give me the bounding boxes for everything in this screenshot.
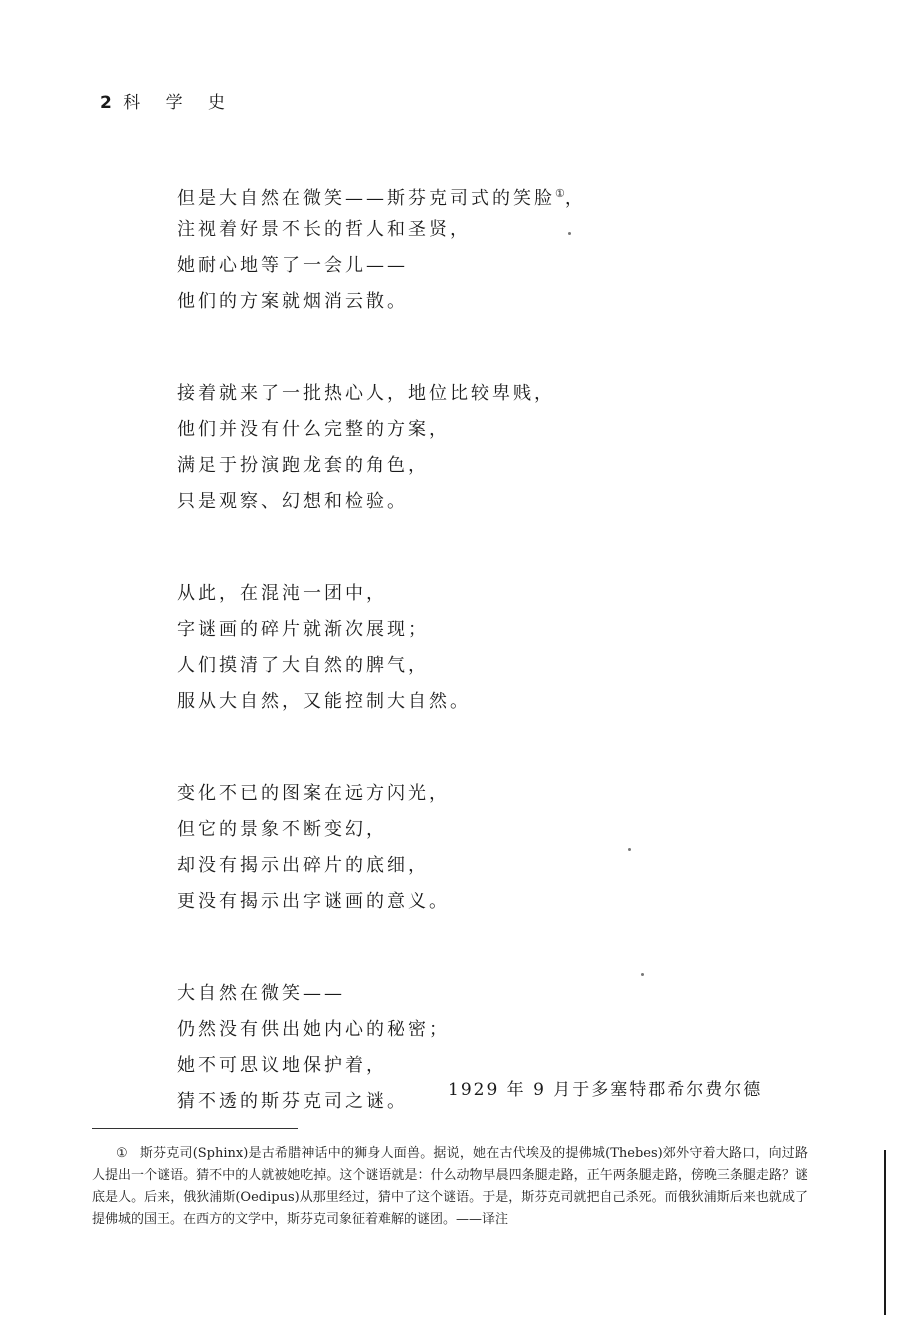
date-place-signature: 1929 年 9 月于多塞特郡希尔费尔德	[448, 1080, 763, 1100]
poem-line: 更没有揭示出字谜画的意义。	[177, 891, 450, 912]
footnote-reference: ①	[555, 187, 565, 200]
poem-line: 他们的方案就烟消云散。	[177, 291, 408, 312]
poem-line: 变化不已的图案在远方闪光，	[177, 783, 450, 804]
poem-line: 她不可思议地保护着，	[177, 1055, 387, 1076]
stanza-1	[177, 176, 777, 320]
running-title: 科 学 史	[123, 93, 236, 113]
poem	[177, 176, 777, 1176]
poem-line-punctuation: ，	[564, 188, 586, 209]
scan-margin-line	[884, 1150, 886, 1315]
poem-line	[177, 176, 777, 212]
poem-line: 服从大自然，又能控制大自然。	[177, 691, 471, 712]
page-number: 2	[100, 93, 112, 113]
scan-speck	[568, 232, 571, 235]
running-header	[100, 88, 235, 113]
footnote	[92, 1143, 808, 1231]
poem-line: 他们并没有什么完整的方案，	[177, 419, 450, 440]
poem-line: 却没有揭示出碎片的底细，	[177, 855, 429, 876]
poem-line: 但它的景象不断变幻，	[177, 819, 387, 840]
poem-line: 接着就来了一批热心人，地位比较卑贱，	[177, 383, 555, 404]
poem-line: 满足于扮演跑龙套的角色，	[177, 455, 429, 476]
poem-line: 字谜画的碎片就渐次展现；	[177, 619, 429, 640]
poem-line: 注视着好景不长的哲人和圣贤，	[177, 219, 471, 240]
scan-speck	[628, 848, 631, 851]
poem-line: 仍然没有供出她内心的秘密；	[177, 1019, 450, 1040]
poem-line: 猜不透的斯芬克司之谜。	[177, 1091, 408, 1112]
stanza-3	[177, 576, 777, 720]
footnote-marker: ①	[116, 1146, 128, 1161]
footnote-divider	[92, 1128, 298, 1129]
poem-line-text: 但是大自然在微笑——斯芬克司式的笑脸	[177, 188, 555, 209]
scan-speck	[641, 973, 644, 976]
poem-line: 人们摸清了大自然的脾气，	[177, 655, 429, 676]
poem-line: 大自然在微笑——	[177, 983, 345, 1004]
poem-line: 只是观察、幻想和检验。	[177, 491, 408, 512]
poem-line: 她耐心地等了一会儿——	[177, 255, 408, 276]
stanza-4	[177, 776, 777, 920]
poem-line: 从此，在混沌一团中，	[177, 583, 387, 604]
stanza-2	[177, 376, 777, 520]
footnote-text: 斯芬克司(Sphinx)是古希腊神话中的狮身人面兽。据说，她在古代埃及的提佛城(Thebes)郊外守着大路口，向过路人提出一个谜语。猜不中的人就被她吃掉。这个谜语就是：什么动物早晨四条腿走路，正午两条腿走路，傍晚三条腿走路？谜底是人。后来，俄狄浦斯(Oedipus)从那里经过，猜中了这个谜语。于是，斯芬克司就把自己杀死。而俄狄浦斯后来也就成了提佛城的国王。在西方的文学中，斯芬克司象征着难解的谜团。——译注	[92, 1146, 808, 1227]
